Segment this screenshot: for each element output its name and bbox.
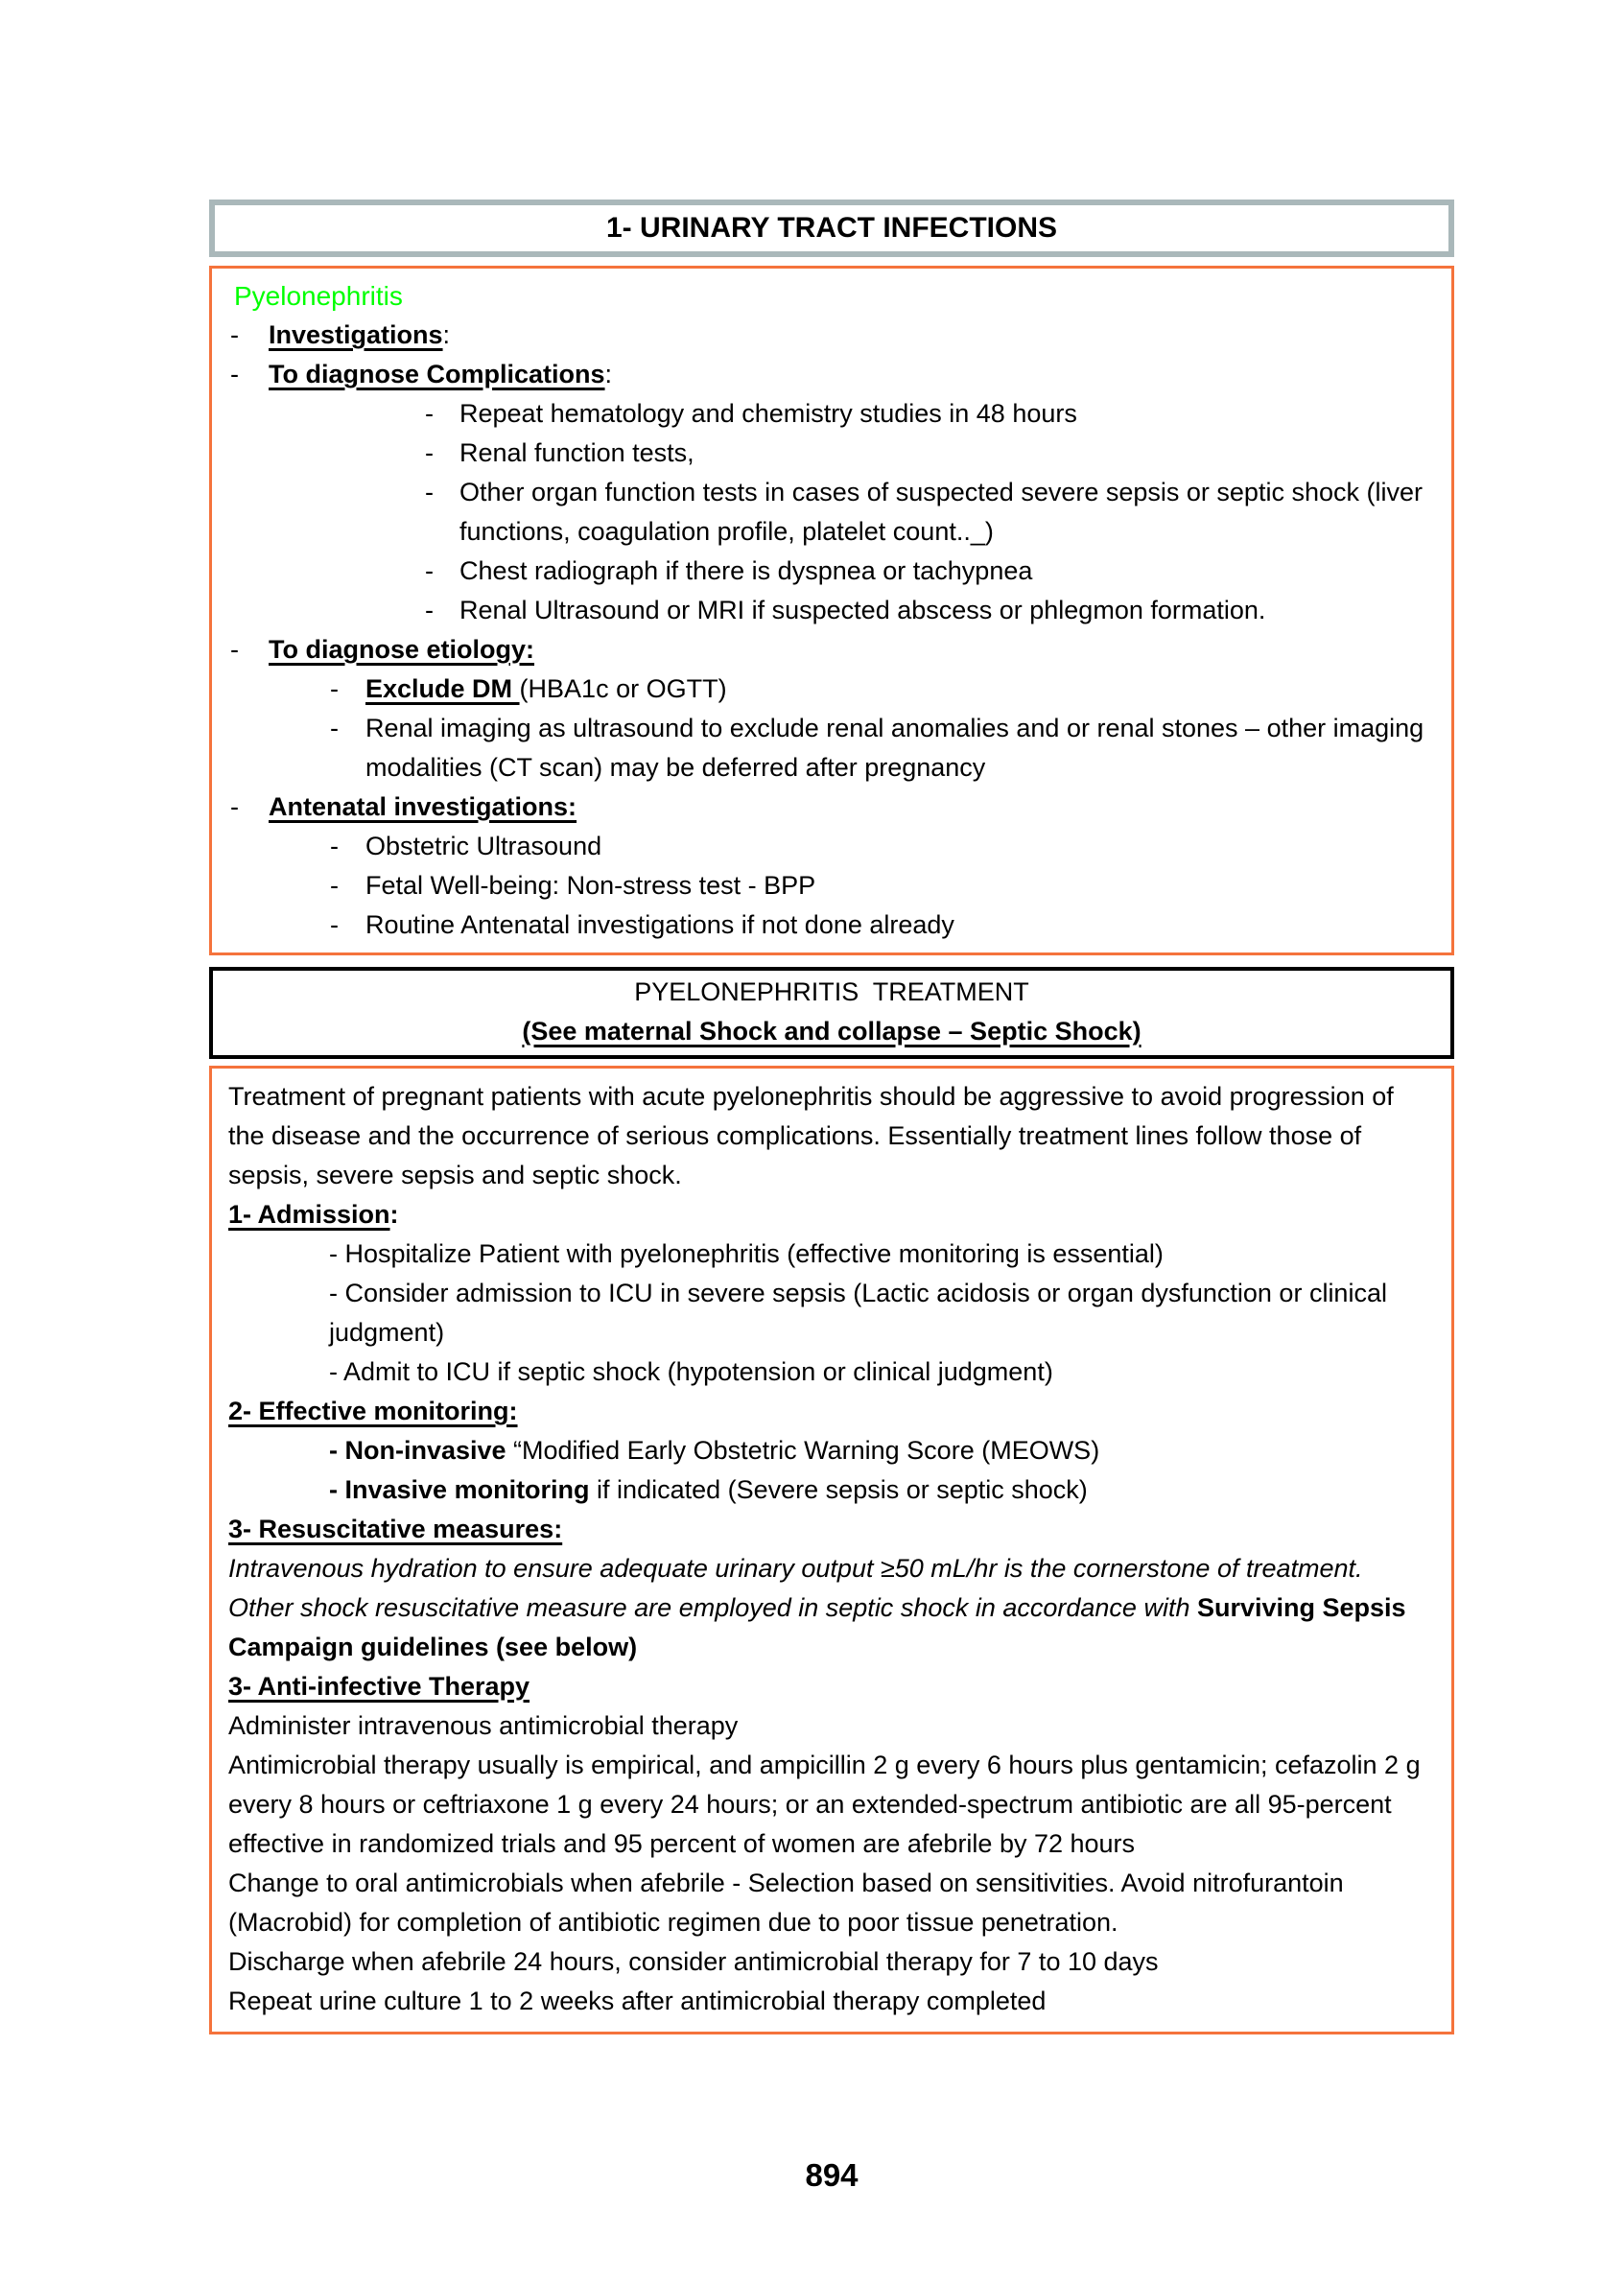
list-item-text: Renal Ultrasound or MRI if suspected abscess or phlegmon formation.: [459, 596, 1266, 624]
treatment-header-box: [209, 967, 1454, 1059]
list-item-text: Fetal Well-being: Non-stress test - BPP: [365, 871, 816, 900]
bullet-dash: -: [425, 399, 434, 428]
list-item-text: Routine Antenatal investigations if not done already: [365, 910, 954, 939]
list-item-text: Renal function tests,: [459, 438, 694, 467]
subheading: 2- Effective monitoring:: [228, 1397, 518, 1425]
list-item: [215, 905, 1440, 945]
bullet-dash: -: [425, 478, 434, 506]
bullet-dash: -: [330, 832, 339, 860]
bullet-dash: -: [330, 674, 339, 703]
paragraph: Repeat urine culture 1 to 2 weeks after antimicrobial therapy completed: [228, 1987, 1047, 2015]
page-number: 894: [805, 2157, 859, 2193]
list-item-text: Chest radiograph if there is dyspnea or tachypnea: [459, 556, 1033, 585]
bullet-dash: -: [425, 438, 434, 467]
page-title: 1- URINARY TRACT INFECTIONS: [605, 212, 1057, 244]
list-item: [215, 866, 1440, 905]
indented-line: - Admit to ICU if septic shock (hypotension or clinical judgment): [329, 1357, 1053, 1386]
list-item-text: Renal imaging as ultrasound to exclude renal anomalies and or renal stones – other imaging modalities (CT scan) may be deferred after pregnancy: [365, 714, 1424, 782]
bullet-dash: -: [230, 320, 239, 349]
list-item-label: To diagnose Complications: [269, 360, 605, 388]
pyelonephritis-investigations-box: [209, 266, 1454, 955]
paragraph: Administer intravenous antimicrobial therapy: [228, 1711, 739, 1740]
list-item-suffix: :: [604, 360, 613, 388]
paragraph: Change to oral antimicrobials when afebrile - Selection based on sensitivities. Avoid nitrofurantoin (Macrobid) for completion of antibiotic regimen due to poor tissue penetration.: [228, 1869, 1344, 1937]
list-item: [215, 434, 1440, 473]
treatment-subtitle: (See maternal Shock and collapse – Septic Shock): [522, 1017, 1142, 1046]
list-item-label: Investigations: [269, 320, 443, 349]
list-item: [215, 630, 1440, 670]
bullet-dash: -: [425, 596, 434, 624]
indented-line: - Consider admission to ICU in severe sepsis (Lactic acidosis or organ dysfunction or clinical judgment): [329, 1279, 1387, 1347]
list-item: [215, 670, 1440, 709]
list-item-label: To diagnose etiology:: [269, 635, 535, 664]
indented-line: - Hospitalize Patient with pyelonephritis (effective monitoring is essential): [329, 1239, 1164, 1268]
indented-line: - Invasive monitoring if indicated (Severe sepsis or septic shock): [329, 1475, 1088, 1504]
list-item-suffix: :: [442, 320, 451, 349]
list-item: [215, 394, 1440, 434]
treatment-title: PYELONEPHRITIS TREATMENT: [634, 977, 1029, 1006]
list-item: [215, 788, 1440, 827]
paragraph: Treatment of pregnant patients with acute pyelonephritis should be aggressive to avoid progression of the disease and the occurrence of serious complications. Essentially treatment lines follow those of sepsis, severe sepsis and septic shock.: [228, 1082, 1394, 1189]
list-item: [215, 591, 1440, 630]
list-item: [215, 355, 1440, 394]
paragraph: Intravenous hydration to ensure adequate urinary output ≥50 mL/hr is the cornerstone of treatment. Other shock resuscitative measure are employed in septic shock in accordance with Surviving Sepsis Campaign guidelines (see below): [228, 1554, 1406, 1661]
treatment-box: [209, 1066, 1454, 2034]
pyelonephritis-heading: Pyelonephritis: [234, 281, 403, 311]
list-item-text: Repeat hematology and chemistry studies in 48 hours: [459, 399, 1077, 428]
list-item-bold-label: Exclude DM: [365, 674, 520, 703]
list-item: [215, 552, 1440, 591]
paragraph: Antimicrobial therapy usually is empirical, and ampicillin 2 g every 6 hours plus gentamicin; cefazolin 2 g every 8 hours or ceftriaxone 1 g every 24 hours; or an extended-spectrum antibiotic are all 95-percent effective in randomized trials and 95 percent of women are afebrile by 72 hours: [228, 1751, 1421, 1858]
bullet-dash: -: [230, 635, 239, 664]
section-title-box: [209, 200, 1454, 257]
content-column: [209, 200, 1454, 2194]
bullet-dash: -: [330, 910, 339, 939]
list-item-text: Other organ function tests in cases of suspected severe sepsis or septic shock (liver functions, coagulation profile, platelet count.._): [459, 478, 1423, 546]
bullet-dash: -: [230, 360, 239, 388]
list-item: [215, 316, 1440, 355]
list-item: [215, 473, 1440, 552]
subheading: 3- Anti-infective Therapy: [228, 1672, 530, 1701]
paragraph: Discharge when afebrile 24 hours, consider antimicrobial therapy for 7 to 10 days: [228, 1947, 1159, 1976]
list-item-label: Antenatal investigations:: [269, 792, 577, 821]
indented-line: - Non-invasive “Modified Early Obstetric Warning Score (MEOWS): [329, 1436, 1100, 1465]
bullet-dash: -: [330, 871, 339, 900]
list-item: [215, 827, 1440, 866]
subheading: 3- Resuscitative measures:: [228, 1515, 563, 1543]
bullet-dash: -: [230, 792, 239, 821]
bullet-dash: -: [330, 714, 339, 742]
subheading: 1- Admission:: [228, 1200, 399, 1229]
list-item-text: (HBA1c or OGTT): [519, 674, 727, 703]
list-item-text: Obstetric Ultrasound: [365, 832, 602, 860]
list-item: [215, 709, 1440, 788]
bullet-dash: -: [425, 556, 434, 585]
